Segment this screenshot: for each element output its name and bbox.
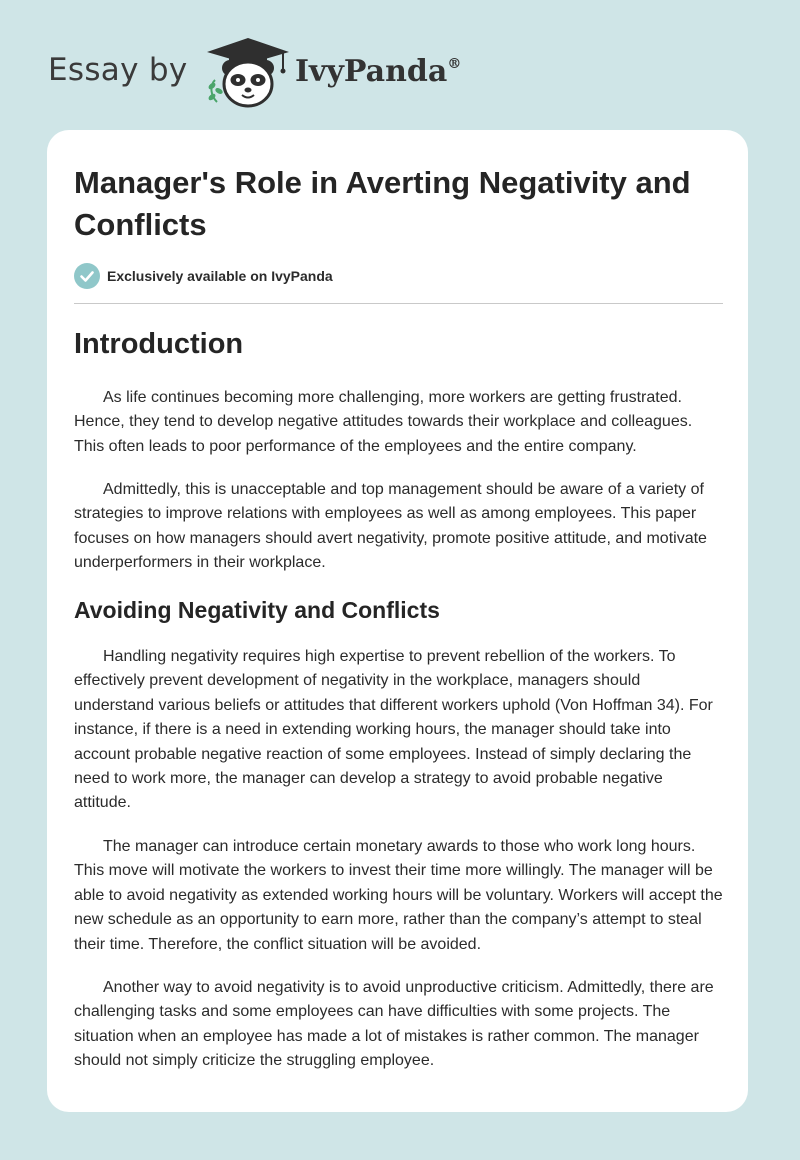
divider [74, 303, 723, 304]
panda-logo-icon[interactable] [203, 36, 293, 112]
essay-card [47, 130, 748, 1112]
paragraph: The manager can introduce certain monetary awards to those who work long hours. This move will motivate the workers to invest their time more willingly. The manager will be able to avoid negativity as extended working hours will be voluntary. Workers will accept the new schedule as an opportunity to earn more, rather than the company’s attempt to steal their time. Therefore, the conflict situation will be avoided. [74, 838, 723, 953]
brand-name-text: IvyPanda [295, 54, 448, 89]
brand-header [48, 34, 508, 114]
brand-name[interactable] [295, 54, 461, 89]
paragraph: As life continues becoming more challenging, more workers are getting frustrated. Hence, they tend to develop negative attitudes towards their workplace and colleagues. This often leads to poor performance of the employees and the entire company. [74, 389, 693, 455]
paragraph: Another way to avoid negativity is to avoid unproductive criticism. Admittedly, there are challenging tasks and some employees can have difficulties with some projects. The situation when an employee has made a lot of mistakes is rather common. The manager should not simply criticize the struggling employee. [74, 979, 714, 1070]
registered-mark: ® [447, 56, 462, 72]
essay-title: Manager's Role in Averting Negativity and Conflicts [74, 165, 691, 242]
section-heading-introduction: Introduction [74, 328, 244, 360]
check-circle-icon [74, 263, 100, 289]
exclusive-badge [74, 263, 474, 289]
badge-text: Exclusively available on IvyPanda [107, 268, 333, 284]
brand-prefix: Essay by [48, 52, 188, 88]
section-heading-avoiding-negativity: Avoiding Negativity and Conflicts [74, 597, 440, 623]
paragraph: Admittedly, this is unacceptable and top management should be aware of a variety of strategies to improve relations with employees as well as among employees. This paper focuses on how managers should avert negativity, promote positive attitude, and motivate underperformers in their workplace. [74, 481, 707, 572]
paragraph: Handling negativity requires high expertise to prevent rebellion of the workers. To effectively prevent development of negativity in the workplace, managers should understand various beliefs or attitudes that different workers uphold (Von Hoffman 34). For instance, if there is a need in extending working hours, the manager should take into account probable negative reaction of some employees. Instead of simply declaring the need to work more, the manager can develop a strategy to avoid probable negative attitude. [74, 648, 713, 812]
